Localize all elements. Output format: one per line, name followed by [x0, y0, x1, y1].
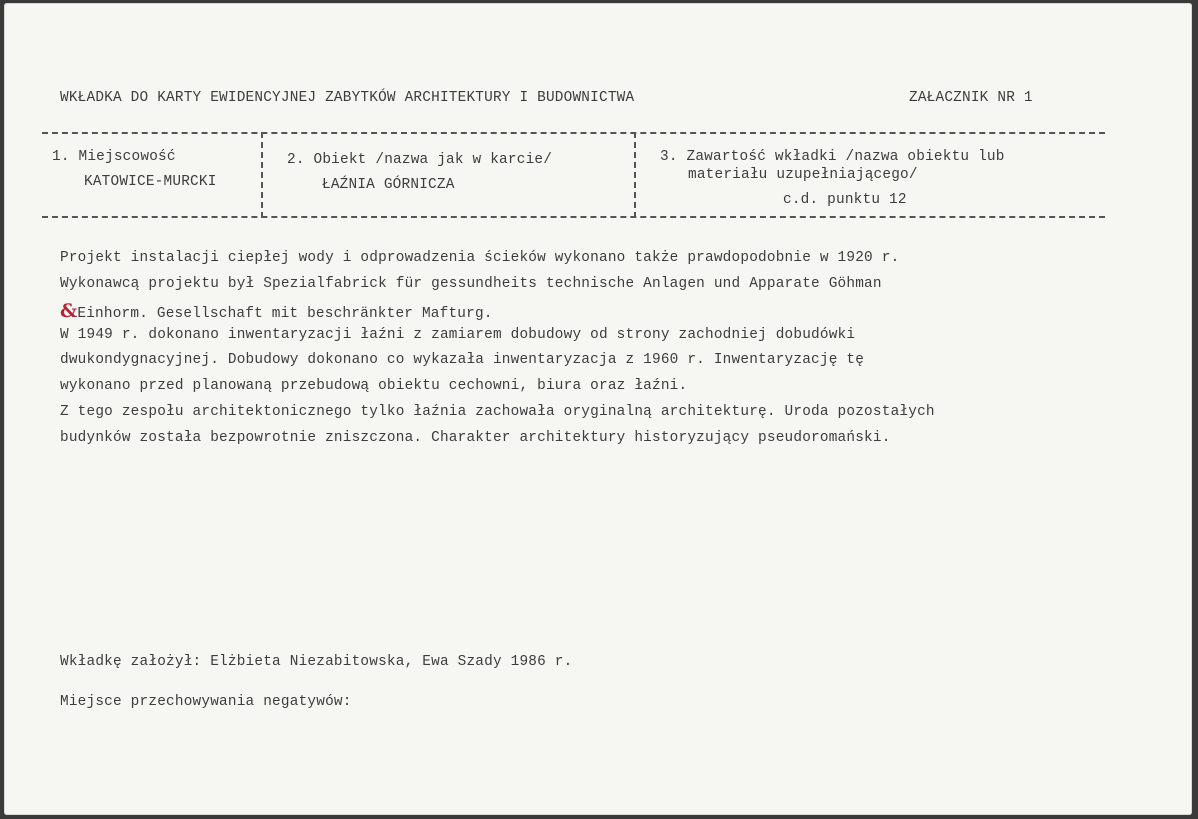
- body-line-8: budynków została bezpowrotnie zniszczona. Charakter architektury historyzujący pseudoromański.: [60, 430, 891, 446]
- handwritten-ampersand: &: [60, 300, 78, 322]
- field-content-value: c.d. punktu 12: [783, 192, 907, 208]
- table-top-border: [42, 132, 1105, 134]
- body-line-6: wykonano przed planowaną przebudową obiektu cechowni, biura oraz łaźni.: [60, 378, 688, 394]
- column-divider-1: [261, 132, 263, 218]
- field-object-value: ŁAŹNIA GÓRNICZA: [322, 177, 455, 193]
- body-line-4: W 1949 r. dokonano inwentaryzacji łaźni z zamiarem dobudowy od strony zachodniej dobudówki: [60, 327, 856, 343]
- body-line-5: dwukondygnacyjnej. Dobudowy dokonano co wykazała inwentaryzacja z 1960 r. Inwentaryzację tę: [60, 352, 865, 368]
- body-line-2: Wykonawcą projektu był Spezialfabrick für gessundheits technische Anlagen und Apparate Göhman: [60, 276, 882, 292]
- negatives-location-line: Miejsce przechowywania negatywów:: [60, 694, 352, 710]
- body-line-1: Projekt instalacji ciepłej wody i odprowadzenia ścieków wykonano także prawdopodobnie w 1920 r.: [60, 250, 900, 266]
- document-title: WKŁADKA DO KARTY EWIDENCYJNEJ ZABYTKÓW ARCHITEKTURY I BUDOWNICTWA: [60, 90, 635, 106]
- field-content-label-2: materiału uzupełniającego/: [688, 167, 918, 183]
- document-card: [4, 3, 1192, 815]
- body-line-3-text: Einhorm. Gesellschaft mit beschränkter Mafturg.: [77, 306, 493, 322]
- field-content-label-1: 3. Zawartość wkładki /nazwa obiektu lub: [660, 149, 1005, 165]
- body-line-7: Z tego zespołu architektonicznego tylko łaźnia zachowała oryginalną architekturę. Uroda pozostałych: [60, 404, 935, 420]
- annex-number: ZAŁACZNIK NR 1: [909, 90, 1033, 106]
- body-line-3: [60, 300, 493, 322]
- table-bottom-border: [42, 216, 1105, 218]
- column-divider-2: [634, 132, 636, 218]
- field-location-label: 1. Miejscowość: [52, 149, 176, 165]
- founder-line: Wkładkę założył: Elżbieta Niezabitowska, Ewa Szady 1986 r.: [60, 654, 573, 670]
- field-location-value: KATOWICE-MURCKI: [84, 174, 217, 190]
- field-object-label: 2. Obiekt /nazwa jak w karcie/: [287, 152, 553, 168]
